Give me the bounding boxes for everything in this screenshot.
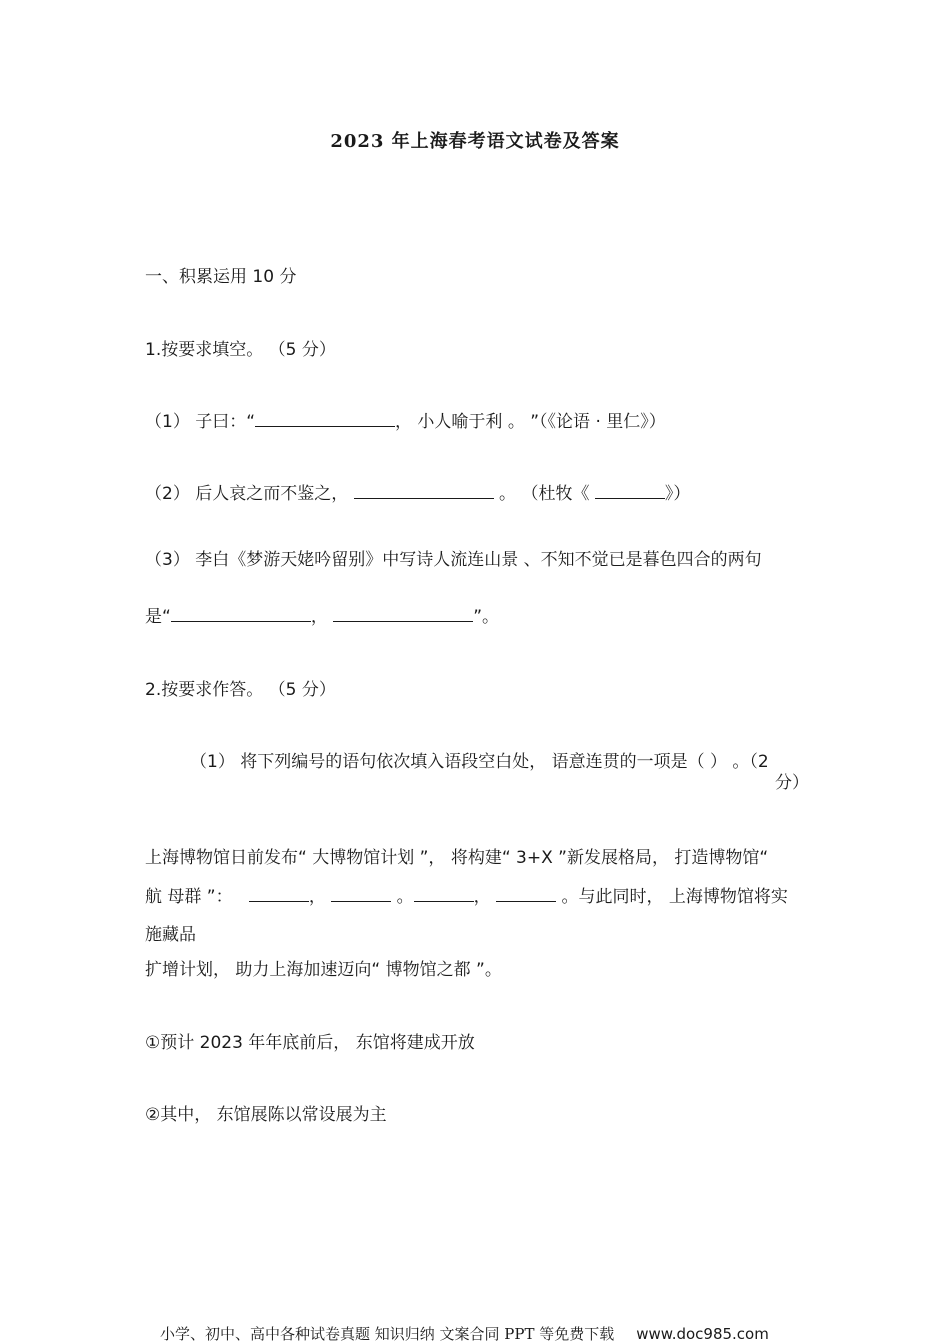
passage-line-1: 上海博物馆日前发布“ 大博物馆计划 ”， 将构建“ 3+X ”新发展格局， 打造博物馆“: [145, 848, 769, 868]
passage-separator: ，: [308, 887, 326, 907]
item-3-separator: ，: [310, 607, 328, 627]
passage-line-2-prefix: 航 母群 ”：: [145, 887, 233, 907]
passage-line-2-suffix: 。与此同时， 上海博物馆将实: [556, 887, 788, 907]
option-2: ②其中， 东馆展陈以常设展为主: [145, 1105, 387, 1125]
page-footer: [160, 1323, 769, 1344]
passage-line-3: 施藏品: [145, 925, 196, 945]
fill-blank: [414, 885, 474, 902]
item-1-suffix: ， 小人喻于利 。 ”（《论语 · 里仁》）: [395, 412, 666, 432]
question-1-item-2: [145, 482, 690, 506]
question-1-item-3-line-1: （3） 李白《梦游天姥吟留别》中写诗人流连山景 、不知不觉已是暮色四合的两句: [145, 550, 762, 570]
fill-blank: [595, 482, 665, 499]
footer-text: 小学、初中、高中各种试卷真题 知识归纳 文案合同 PPT 等免费下载: [160, 1325, 615, 1343]
footer-url[interactable]: www.doc985.com: [636, 1325, 769, 1343]
fill-blank: [171, 605, 311, 622]
fill-blank: [331, 885, 391, 902]
fill-blank: [333, 605, 473, 622]
item-2-prefix: （2） 后人哀之而不鉴之，: [145, 484, 349, 504]
section-heading: 一、积累运用 10 分: [145, 267, 297, 287]
fill-blank: [255, 410, 395, 427]
question-2-item-1-points-tail: 分）: [775, 773, 809, 793]
passage-separator: 。: [391, 887, 414, 907]
passage-line-2: [145, 885, 788, 909]
item-3-suffix: ”。: [473, 607, 500, 627]
item-1-prefix: （1） 子曰：“: [145, 412, 256, 432]
fill-blank: [249, 885, 309, 902]
item-3-prefix: 是“: [145, 607, 171, 627]
item-2-middle: 。 （杜牧《: [493, 484, 590, 504]
question-1-stem: 1.按要求填空。 （5 分）: [145, 340, 336, 360]
question-2-item-1: （1） 将下列编号的语句依次填入语段空白处， 语意连贯的一项是（ ） 。（2: [190, 752, 769, 772]
fill-blank: [496, 885, 556, 902]
question-1-item-3-line-2: [145, 605, 499, 629]
question-2-stem: 2.按要求作答。 （5 分）: [145, 680, 336, 700]
question-1-item-1: [145, 410, 666, 434]
option-1: ①预计 2023 年年底前后， 东馆将建成开放: [145, 1033, 475, 1053]
passage-line-4: 扩增计划， 助力上海加速迈向“ 博物馆之都 ”。: [145, 960, 502, 980]
item-2-suffix: 》）: [664, 484, 691, 504]
fill-blank: [354, 482, 494, 499]
passage-separator: ，: [473, 887, 491, 907]
document-title: 2023 年上海春考语文试卷及答案: [330, 131, 620, 152]
